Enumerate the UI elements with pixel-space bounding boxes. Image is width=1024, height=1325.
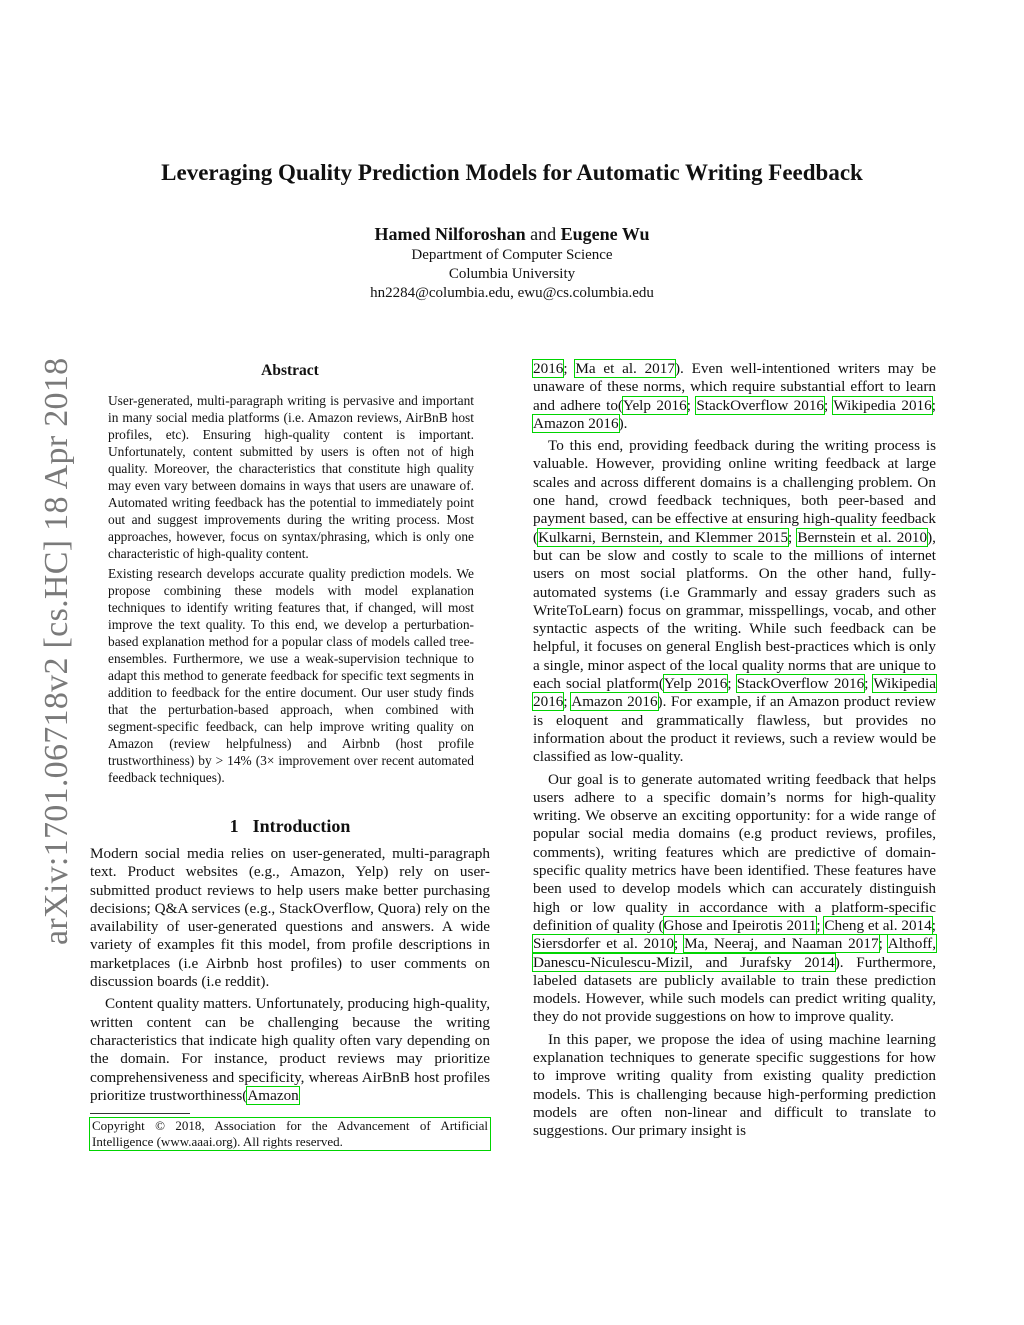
text-run: ). Even well-intentioned writers may be unaware of these norms, which require substantial effort to learn and adhere to( (533, 360, 936, 414)
citation-link[interactable]: Amazon (247, 1086, 299, 1104)
footnote-rule (90, 1113, 190, 1114)
citation-link[interactable]: StackOverflow 2016 (696, 396, 825, 414)
citation-link[interactable]: StackOverflow 2016 (736, 675, 865, 693)
citation-link[interactable]: Yelp 2016 (663, 675, 728, 693)
citation-link[interactable]: Amazon 2016 (533, 414, 619, 432)
author-conjunction: and (530, 224, 557, 244)
citation-link[interactable]: Amazon 2016 (571, 693, 658, 711)
right-paragraph-1 (533, 360, 936, 433)
text-run: ; (563, 360, 576, 377)
right-column (533, 360, 936, 1142)
citation-link[interactable]: Ma, Neeraj, and Naaman 2017 (684, 935, 879, 953)
text-run: ). Furthermore, labeled datasets are publicly available to train these prediction models. However, while such models can predict writing quality, they do not provide suggestions on how to improve quality. (533, 953, 936, 1026)
text-run: ; (563, 693, 572, 711)
citation-link[interactable]: Siersdorfer et al. 2010 (533, 935, 675, 953)
right-paragraph-4: In this paper, we propose the idea of using machine learning explanation techniques to generate specific suggestions for how to improve writing quality from existing quality prediction models. This is challenging because high-performing prediction models are often non-linear and difficult to translate to suggestions. Our primary insight is (533, 1030, 936, 1140)
section-heading-introduction (90, 816, 490, 837)
citation-link[interactable]: Kulkarni, Bernstein, and Klemmer 2015 (538, 528, 789, 546)
abstract-heading: Abstract (261, 362, 319, 379)
text-run: ; (931, 396, 936, 414)
intro-paragraph-2 (90, 995, 490, 1105)
author-university: Columbia University (448, 266, 576, 282)
paper-title: Leveraging Quality Prediction Models for Automatic Writing Feedback (161, 160, 863, 185)
citation-link[interactable]: Yelp 2016 (623, 396, 687, 414)
citation-link[interactable]: Althoff, Danescu-Niculescu-Mizil, and Jurafsky 2014 (533, 935, 936, 971)
section-number: 1 (229, 816, 239, 836)
text-run: ; (931, 916, 936, 934)
introduction-text (90, 845, 490, 1105)
section-title: Introduction (252, 816, 351, 836)
citation-link[interactable]: Bernstein et al. 2010 (797, 528, 928, 546)
text-run: ; (824, 396, 834, 414)
author-department: Department of Computer Science (411, 247, 613, 263)
text-run: ; (788, 528, 798, 546)
text-run: ), but can be slow and costly to scale to the millions of internet users on most social platforms. On the other hand, fully-automated systems (i.e Grammarly and essay graders such as WriteToLearn) focus on grammar, misspellings, vocab, and other syntactic aspects of the writing. While such feedback can be helpful, it focuses on general English best-practices which is only a single, minor aspect of the local quality norms that are unique to each social platform( (533, 528, 936, 693)
text-run: ; (816, 916, 825, 934)
author-name-2: Eugene Wu (560, 224, 650, 244)
citation-link[interactable]: Ma et al. 2017 (575, 360, 675, 377)
citation-link[interactable]: Wikipedia 2016 (533, 675, 936, 711)
citation-link[interactable]: Wikipedia 2016 (833, 396, 932, 414)
citation-link[interactable]: 2016 (533, 360, 564, 377)
text-run: Our goal is to generate automated writing feedback that helps users adhere to a specific domain’s norms for high-quality writing. We observe an exciting opportunity: for a wide range of popular social media domains (e.g product reviews, profiles, comments), writing features which are predictive of domain-specific quality metrics have been identified. These features have been used to develop models which can accurately distinguish high or low quality in accordance with a platform-specific definition of quality ( (533, 770, 936, 934)
intro-paragraph-1: Modern social media relies on user-generated, multi-paragraph text. Product websites (e.g., Amazon, Yelp) rely on user-submitted product reviews to help users make better purchasing decisions; Q&A services (e.g., StackOverflow, Quora) rely on the availability of user-generated questions and answers. A wide variety of examples fit this model, from profile descriptions in marketplaces (i.e Airbnb host profiles) to user comments on discussion boards (i.e reddit). (90, 845, 490, 991)
copyright-footnote[interactable]: Copyright © 2018, Association for the Advancement of Artificial Intelligence (www.aaai.org). All rights reserved. (92, 1118, 488, 1150)
text-run: ; (864, 675, 874, 693)
right-column-text (533, 360, 936, 1140)
text-run: ; (727, 675, 737, 693)
abstract-body (108, 392, 474, 786)
abstract-paragraph-2: Existing research develops accurate quality prediction models. We propose combining these models with model explanation techniques to identify writing features that, if changed, will most improve the text quality. To this end, we develop a perturbation-based explanation method for a popular class of models called tree-ensembles. Furthermore, we use a weak-supervision technique to adapt this method to generate feedback for specific text segments in addition to feedback for the entire document. Our user study finds that the perturbation-based approach, when combined with segment-specific feedback, can help improve writing quality on Amazon (review helpfulness) and Airbnb (host profile trustworthiness) by > 14% (3× improvement over recent automated feedback techniques). (108, 566, 474, 785)
intro-paragraph-2-text: Content quality matters. Unfortunately, producing high-quality, written content can be challenging because the writing characteristics that indicate high quality often vary depending on the domain. For instance, product reviews may prioritize comprehensiveness and specificity, whereas AirBnB host profiles prioritize trustworthiness( (90, 995, 490, 1104)
arxiv-identifier[interactable]: arXiv:1701.06718v2 [cs.HC] 18 Apr 2018 (38, 357, 75, 945)
citation-link[interactable]: Cheng et al. 2014 (824, 916, 932, 934)
right-paragraph-3 (533, 771, 936, 1027)
text-run: To this end, providing feedback during the writing process is valuable. However, providing online writing feedback at large scales and across different domains is a challenging problem. On one hand, crowd feedback techniques, both peer-based and payment based, can be effective at ensuring high-quality feedback ( (533, 437, 936, 546)
abstract-paragraph-1: User-generated, multi-paragraph writing is pervasive and important in many social media platforms (i.e. Amazon reviews, AirBnB host profiles, etc). Ensuring high-quality content is important. Unfortunately, content submitted by users is often not of high quality. Moreover, the characteristics that constitute high quality may even vary between domains in ways that users are unaware of. Automated writing feedback has the potential to immediately point out and suggest improvements during the writing process. Most approaches, however, focus on syntax/phrasing, which is only one characteristic of high-quality content. (108, 393, 474, 561)
text-run: ). For example, if an Amazon product review is eloquent and grammatically flawless, but provides no information about the product it reviews, such a review would be classified as low-quality. (533, 693, 936, 766)
author-name-1: Hamed Nilforoshan (374, 224, 526, 244)
text-run: ; (674, 935, 685, 953)
left-column (90, 360, 490, 1150)
text-run: ; (878, 935, 888, 953)
right-paragraph-2 (533, 437, 936, 766)
text-run: ). (618, 414, 628, 432)
author-line (0, 222, 1024, 246)
author-block (0, 222, 1024, 303)
text-run: ; (686, 396, 697, 414)
citation-link[interactable]: Ghose and Ipeirotis 2011 (663, 916, 817, 934)
author-emails[interactable]: hn2284@columbia.edu, ewu@cs.columbia.edu (370, 285, 654, 301)
